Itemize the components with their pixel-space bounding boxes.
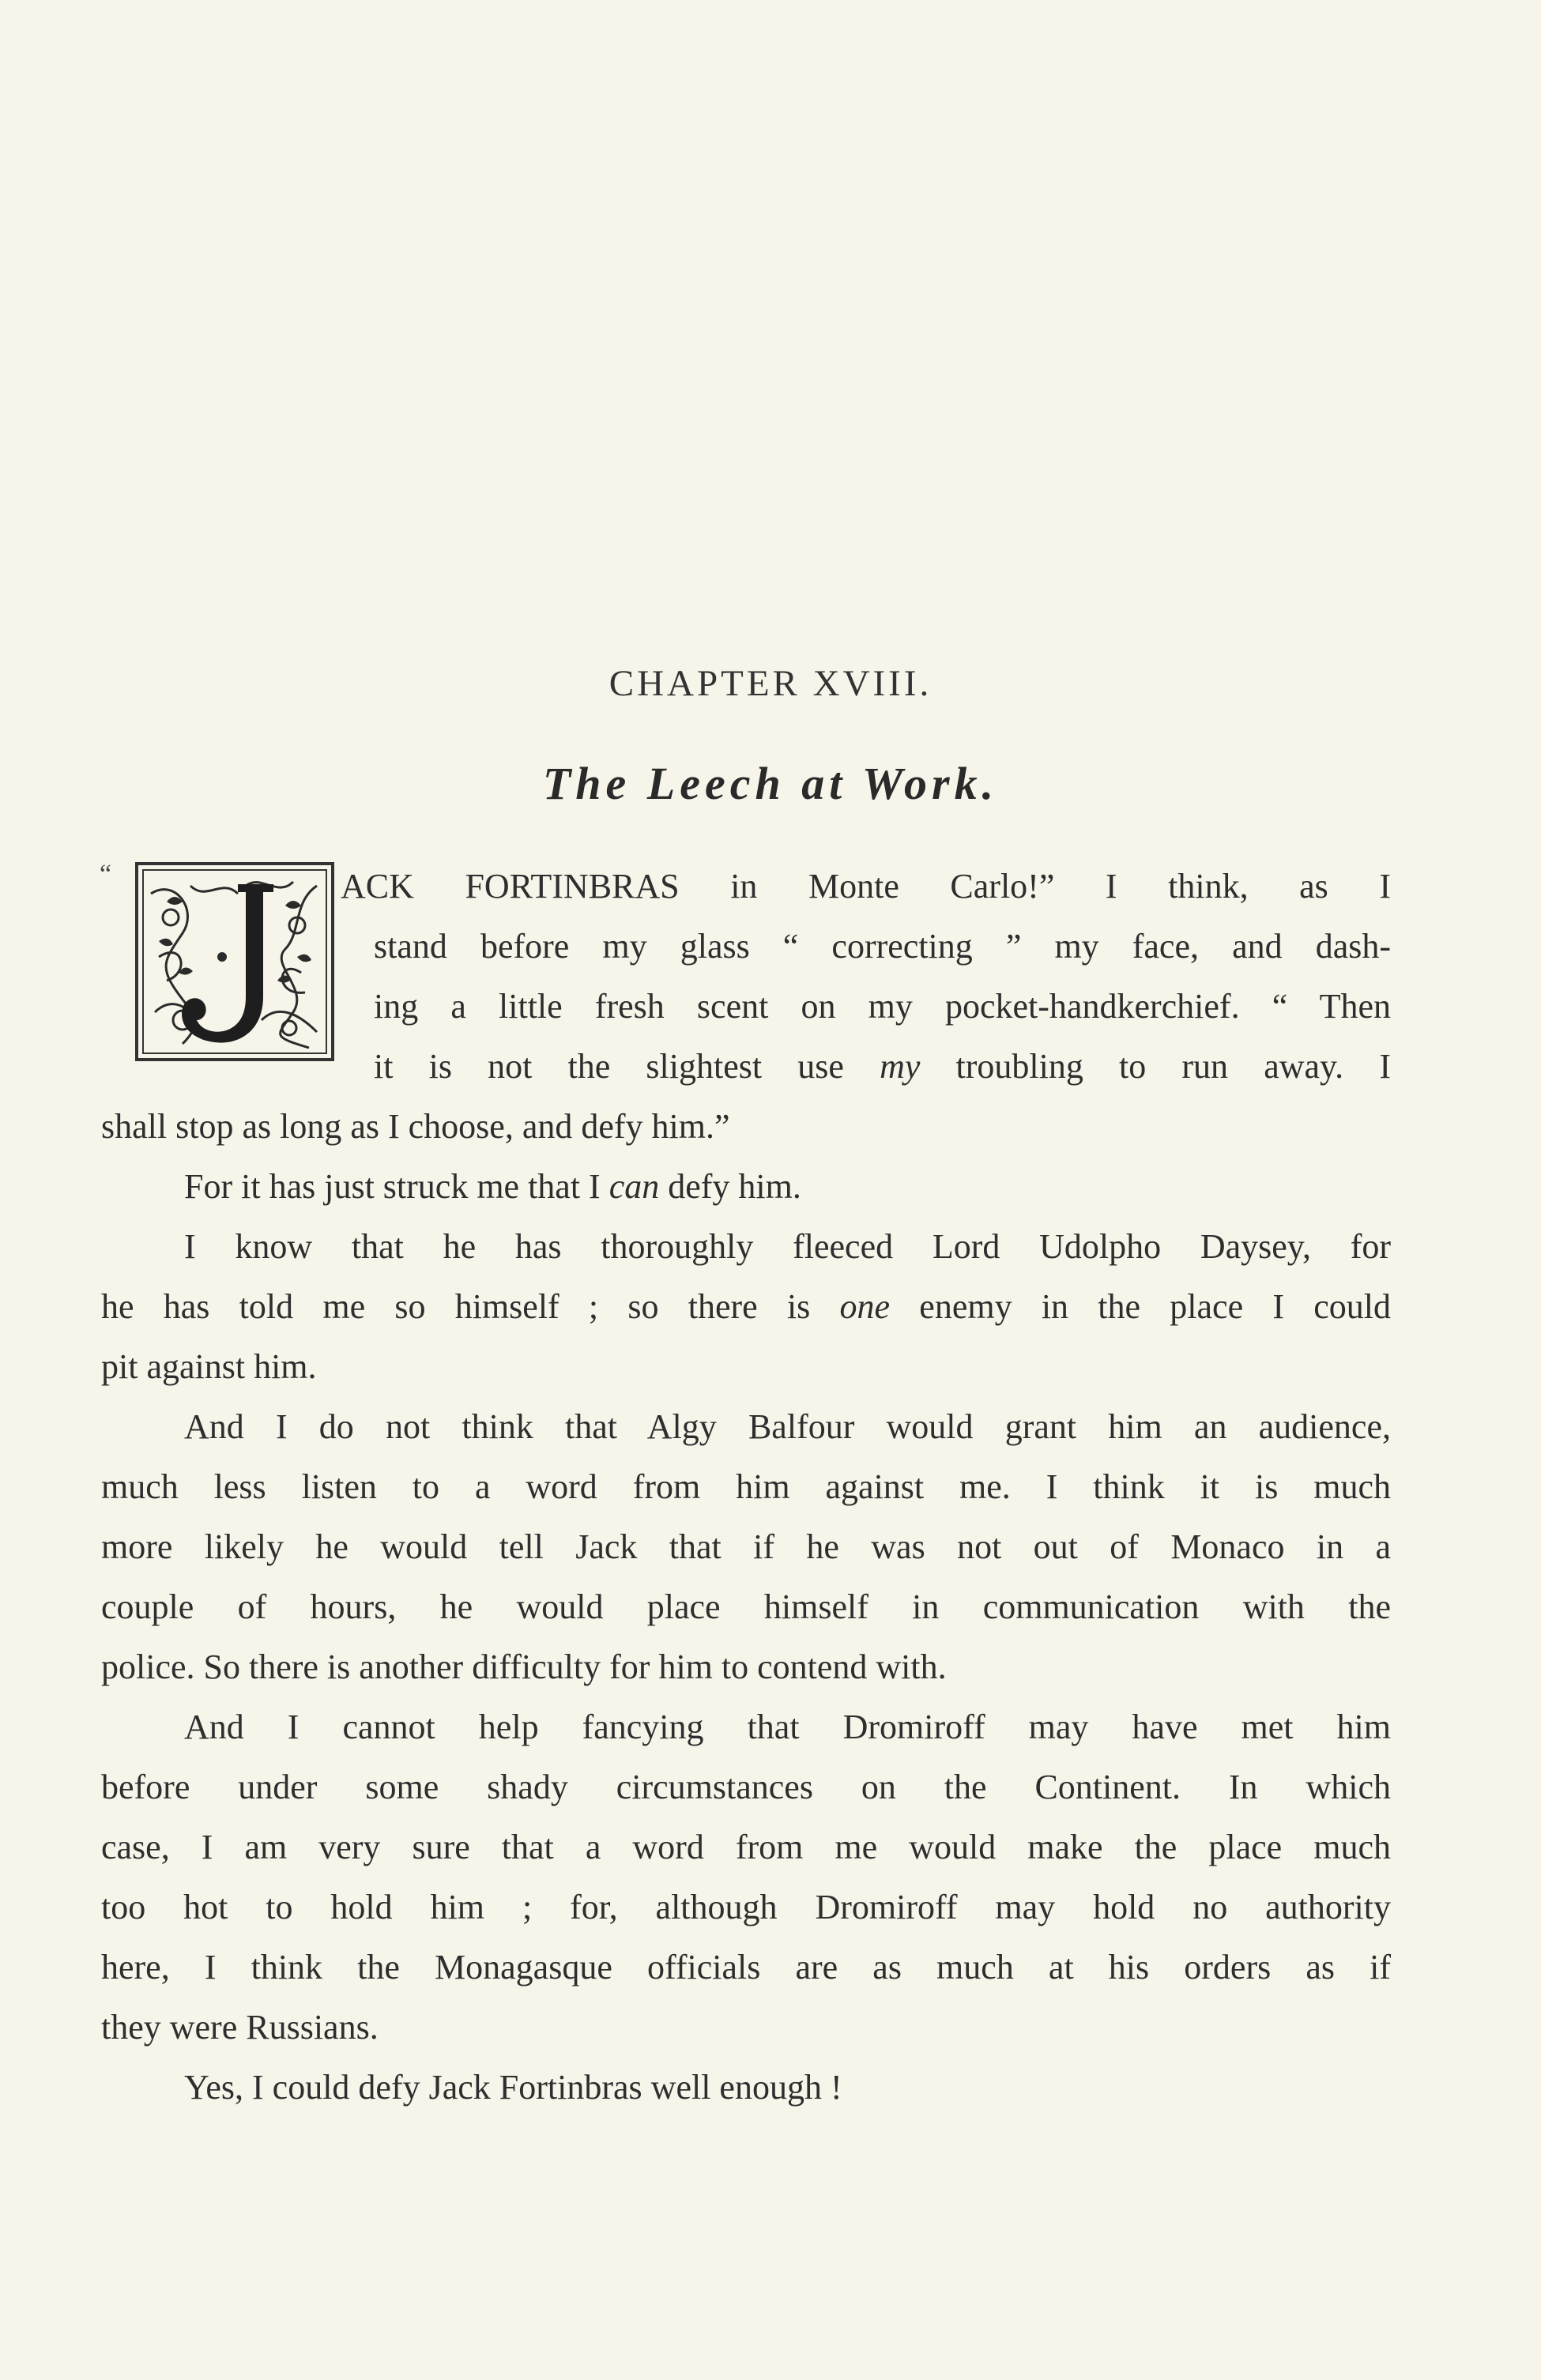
- text-line: it is not the slightest use my troubling to run away. I: [374, 1047, 1391, 1086]
- text-line: And I do not think that Algy Balfour would grant him an audience,: [184, 1407, 1391, 1446]
- emphasis: my: [880, 1047, 921, 1086]
- text-line: here, I think the Monagasque officials are as much at his orders as if: [101, 1948, 1391, 1986]
- text-line: they were Russians.: [101, 2008, 379, 2047]
- text-line: And I cannot help fancying that Dromiroff may have met him: [184, 1708, 1391, 1746]
- emphasis: one: [839, 1287, 891, 1326]
- text-line: too hot to hold him ; for, although Dromiroff may hold no authority: [101, 1888, 1391, 1926]
- text-line: more likely he would tell Jack that if he was not out of Monaco in a: [101, 1527, 1391, 1566]
- text-line: ACK FORTINBRAS in Monte Carlo!” I think, as I: [341, 867, 1391, 906]
- text-line: before under some shady circumstances on the Continent. In which: [101, 1768, 1391, 1806]
- text-line: For it has just struck me that I can defy him.: [184, 1167, 801, 1206]
- text-line: shall stop as long as I choose, and defy him.”: [101, 1107, 730, 1146]
- emphasis: can: [608, 1167, 660, 1206]
- text-line: he has told me so himself ; so there is one enemy in the place I could: [101, 1287, 1391, 1326]
- text-line: much less listen to a word from him against me. I think it is much: [101, 1467, 1391, 1506]
- text-line: couple of hours, he would place himself in communication with the: [101, 1587, 1391, 1626]
- text-line: case, I am very sure that a word from me would make the place much: [101, 1828, 1391, 1866]
- text-line: police. So there is another difficulty for him to contend with.: [101, 1648, 947, 1686]
- text-line: stand before my glass “ correcting ” my face, and dash-: [374, 927, 1391, 966]
- text-line: Yes, I could defy Jack Fortinbras well enough !: [184, 2068, 842, 2107]
- text-line: pit against him.: [101, 1347, 317, 1386]
- chapter-title: The Leech at Work.: [542, 758, 999, 809]
- text-line: I know that he has thoroughly fleeced Lord Udolpho Daysey, for: [184, 1227, 1391, 1266]
- opening-quote-mark: “: [100, 860, 112, 889]
- chapter-number: CHAPTER XVIII.: [608, 663, 933, 704]
- body-text: [101, 0, 1391, 2380]
- text-line: ing a little fresh scent on my pocket-handkerchief. “ Then: [374, 987, 1391, 1026]
